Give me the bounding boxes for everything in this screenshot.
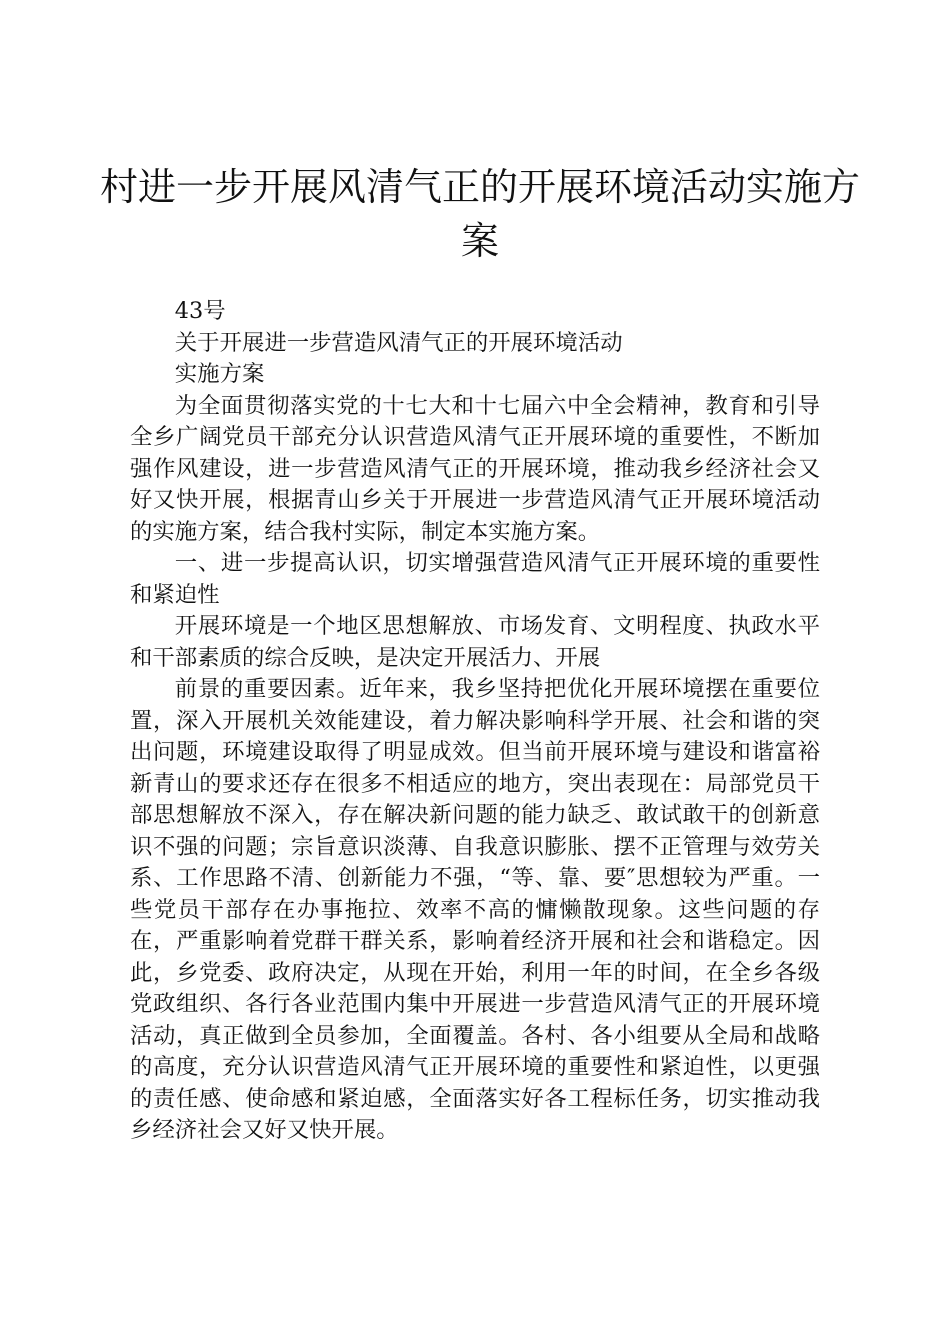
subtitle-line-2: 实施方案 [174,361,265,387]
subtitle-line-1: 关于开展进一步营造风清气正的开展环境活动 [174,329,623,356]
body-paragraph-1: 开展环境是一个地区思想解放、市场发育、文明程度、执政水平和干部素质的综合反映，是决定开展活力、开展 [130,613,820,671]
document-body [130,296,820,1147]
document-number: 43号 [174,298,226,324]
intro-paragraph: 为全面贯彻落实党的十七大和十七届六中全会精神，教育和引导全乡广阔党员干部充分认识营造风清气正开展环境的重要性，不断加强作风建设，进一步营造风清气正的开展环境，推动我乡经济社会又好又快开展，根据青山乡关于开展进一步营造风清气正开展环境活动的实施方案，结合我村实际，制定本实施方案。 [130,392,820,545]
document-title: 村进一步开展风清气正的开展环境活动实施方案 [100,165,861,263]
body-paragraph-2: 前景的重要因素。近年来，我乡坚持把优化开展环境摆在重要位置，深入开展机关效能建设，着力解决影响科学开展、社会和谐的突出问题，环境建设取得了明显成效。但当前开展环境与建设和谐富裕新青山的要求还存在很多不相适应的地方，突出表现在：局部党员干部思想解放不深入，存在解决新问题的能力缺乏、敢试敢干的创新意识不强的问题；宗旨意识淡薄、自我意识膨胀、摆不正管理与效劳关系、工作思路不清、创新能力不强，“等、靠、要″思想较为严重。一些党员干部存在办事拖拉、效率不高的慵懒散现象。这些问题的存在，严重影响着党群干群关系，影响着经济开展和社会和谐稳定。因此，乡党委、政府决定，从现在开始，利用一年的时间，在全乡各级党政组织、各行各业范围内集中开展进一步营造风清气正的开展环境活动，真正做到全员参加，全面覆盖。各村、各小组要从全局和战略的高度，充分认识营造风清气正开展环境的重要性和紧迫性，以更强的责任感、使命感和紧迫感，全面落实好各工程标任务，切实推动我乡经济社会又好又快开展。 [130,676,820,1143]
section-heading-1: 一、进一步提高认识，切实增强营造风清气正开展环境的重要性和紧迫性 [130,550,820,608]
